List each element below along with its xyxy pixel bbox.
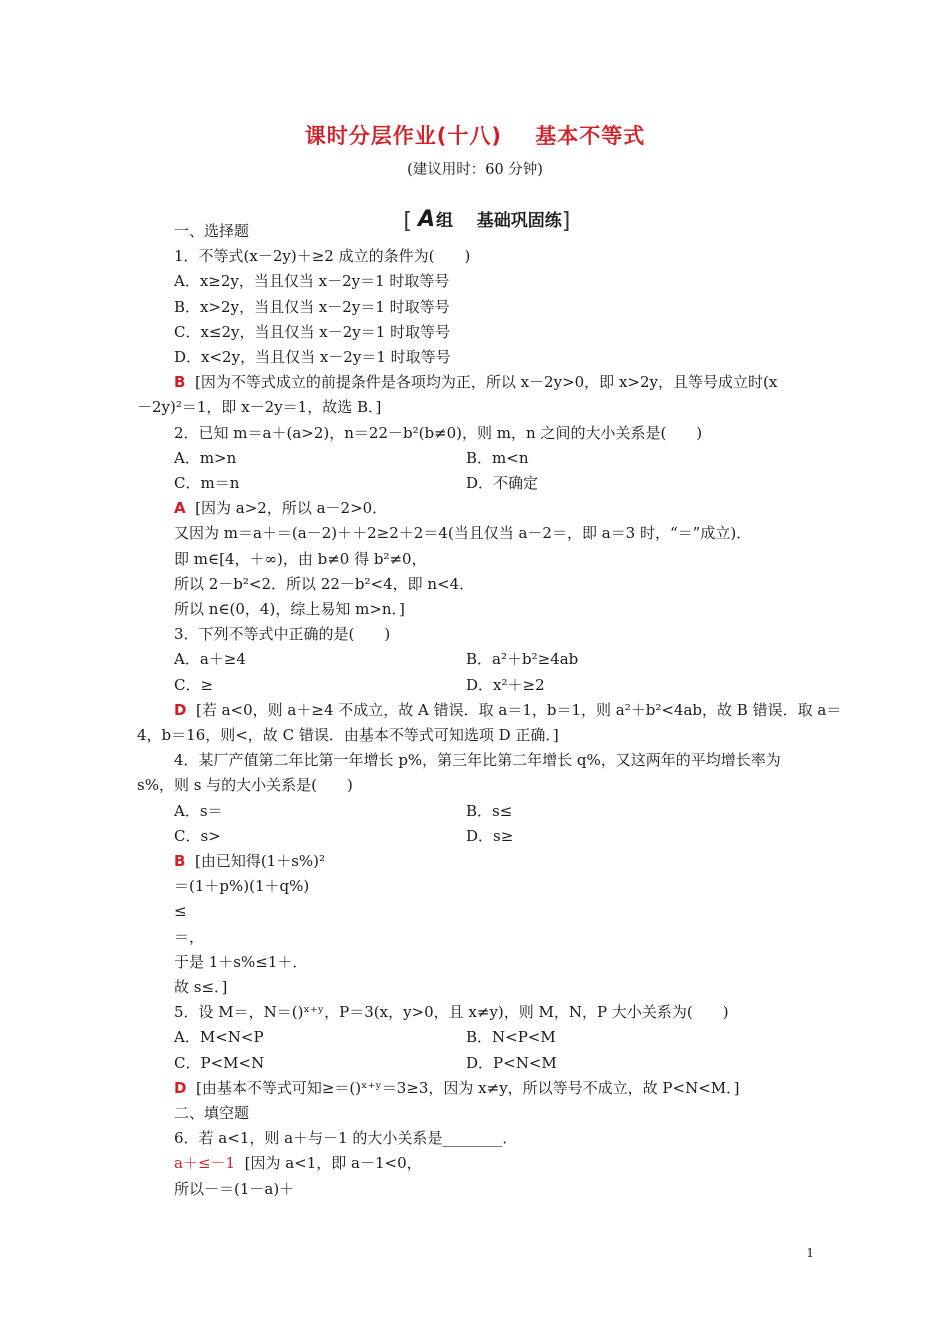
line-text: s%，则 s 与的大小关系是( ) [137, 776, 353, 794]
option-right: D．x²＋≥2 [466, 676, 545, 694]
line-text: [由基本不等式可知≥＝()ˣ⁺ʸ＝3≥3，因为 x≠y，所以等号不成立，故 P<N<M．] [186, 1079, 740, 1097]
text-line [174, 1027, 264, 1047]
line-text: [若 a<0，则 a＋≥4 不成立，故 A 错误．取 a＝1，b＝1，则 a²＋b²<4ab，故 B 错误．取 a＝ [186, 701, 842, 719]
text-line [174, 246, 470, 266]
text-line [174, 1002, 729, 1022]
text-line [174, 700, 841, 720]
line-text: A．x≥2y，当且仅当 x－2y＝1 时取等号 [174, 272, 450, 290]
answer-letter: B [174, 373, 186, 391]
bracket-right: ] [561, 209, 571, 234]
option-right: B．N<P<M [466, 1028, 556, 1046]
text-line [174, 1103, 249, 1123]
text-line [174, 750, 781, 770]
line-text: C．≥ [174, 676, 214, 694]
text-line [174, 221, 249, 241]
text-line [174, 876, 309, 896]
text-line [174, 1078, 740, 1098]
text-line [137, 397, 381, 417]
option-right: B．m<n [466, 449, 529, 467]
line-text: C．s> [174, 827, 221, 845]
line-text: 所以－＝(1－a)＋ [174, 1180, 295, 1198]
line-text: 3．下列不等式中正确的是( ) [174, 625, 391, 643]
line-text: D．x<2y，当且仅当 x－2y＝1 时取等号 [174, 348, 451, 366]
text-line [174, 1128, 517, 1148]
answer-letter: A [174, 499, 186, 517]
text-line [174, 297, 450, 317]
option-right: D．不确定 [466, 474, 539, 492]
text-line [174, 624, 390, 644]
line-text: 又因为 m＝a＋＝(a－2)＋＋2≥2＋2＝4(当且仅当 a－2＝，即 a＝3 时，“＝”成立)． [174, 524, 752, 542]
text-line [174, 977, 227, 997]
line-text: 所以 2－b²<2．所以 22－b²<4，即 n<4． [174, 575, 475, 593]
option-right: D．P<N<M [466, 1054, 557, 1072]
text-line [174, 801, 223, 821]
bracket-left: [ [403, 209, 412, 234]
suggested-time: (建议用时：60 分钟) [407, 162, 543, 178]
text-line [174, 927, 204, 947]
line-text: C．P<M<N [174, 1054, 265, 1072]
line-text: 4．某厂产值第二年比第一年增长 p%，第三年比第二年增长 q%，又这两年的平均增长率为 [174, 751, 781, 769]
line-text: 二、填空题 [174, 1104, 250, 1122]
line-text: 故 s≤．] [174, 978, 228, 996]
line-text: 4，b＝16，则<，故 C 错误．由基本不等式可知选项 D 正确．] [137, 726, 559, 744]
text-line [137, 725, 559, 745]
line-text: －2y)²＝1，即 x－2y＝1，故选 B．] [137, 398, 382, 416]
text-line [174, 1153, 422, 1173]
line-text: [由已知得(1＋s%)² [185, 852, 326, 870]
text-line [174, 549, 427, 569]
line-text: 即 m∈[4，＋∞)，由 b≠0 得 b²≠0， [174, 550, 427, 568]
line-text: ＝， [174, 928, 205, 946]
option-right: D．s≥ [466, 827, 514, 845]
text-line [174, 448, 236, 468]
option-right: B．s≤ [466, 802, 513, 820]
text-line [174, 423, 702, 443]
line-text: ＝(1＋p%)(1＋q%) [174, 877, 310, 895]
line-text: C．m＝n [174, 474, 240, 492]
line-text: A．a＋≥4 [174, 650, 246, 668]
text-line [137, 775, 353, 795]
text-line [174, 523, 751, 543]
line-text: 所以 n∈(0，4)，综上易知 m>n．] [174, 600, 405, 618]
text-line [174, 649, 246, 669]
line-text: 于是 1＋s%≤1＋． [174, 953, 308, 971]
line-text: 5．设 M＝，N＝()ˣ⁺ʸ，P＝3(x，y>0，且 x≠y)，则 M，N，P 大小关系为( ) [174, 1003, 729, 1021]
answer-letter: B [174, 852, 186, 870]
line-text: A．M<N<P [174, 1028, 264, 1046]
line-text: ≤ [174, 902, 187, 920]
text-line [174, 851, 325, 871]
line-text: 1．不等式(x－2y)＋≥2 成立的条件为( ) [174, 247, 471, 265]
group-letter: A [417, 207, 436, 232]
line-text: A．s＝ [174, 802, 223, 820]
line-text: [因为 a<1，即 a－1<0， [235, 1154, 422, 1172]
text-line [174, 1179, 294, 1199]
group-label: 组 基础巩固练 [436, 211, 562, 231]
text-line [174, 901, 187, 921]
line-text: 一、选择题 [174, 222, 250, 240]
line-text: [因为不等式成立的前提条件是各项均为正，所以 x－2y>0，即 x>2y，且等号成立时(x [185, 373, 778, 391]
page-number: 1 [806, 1246, 814, 1260]
text-line [174, 952, 307, 972]
text-line [174, 1053, 264, 1073]
line-text: [因为 a>2，所以 a－2>0． [185, 499, 388, 517]
line-text: 2．已知 m＝a＋(a>2)，n＝22－b²(b≠0)，则 m，n 之间的大小关系是( ) [174, 424, 703, 442]
answer-letter: D [174, 1079, 187, 1097]
text-line [174, 271, 449, 291]
text-line [174, 372, 777, 392]
page-title: 课时分层作业(十八) 基本不等式 [304, 124, 646, 148]
text-line [174, 574, 474, 594]
line-text: A．m>n [174, 449, 237, 467]
line-text: 6．若 a<1，则 a＋与－1 的大小关系是________． [174, 1129, 518, 1147]
section-heading-group-a [0, 186, 950, 254]
text-line [174, 322, 450, 342]
text-line [174, 473, 239, 493]
option-right: B．a²＋b²≥4ab [466, 650, 579, 668]
text-line [174, 675, 213, 695]
text-line [174, 498, 387, 518]
text-line [174, 826, 221, 846]
answer-text: a＋≤－1 [174, 1154, 236, 1172]
line-text: C．x≤2y，当且仅当 x－2y＝1 时取等号 [174, 323, 451, 341]
text-line [174, 347, 451, 367]
line-text: B．x>2y，当且仅当 x－2y＝1 时取等号 [174, 298, 450, 316]
text-line [174, 599, 405, 619]
answer-letter: D [174, 701, 187, 719]
